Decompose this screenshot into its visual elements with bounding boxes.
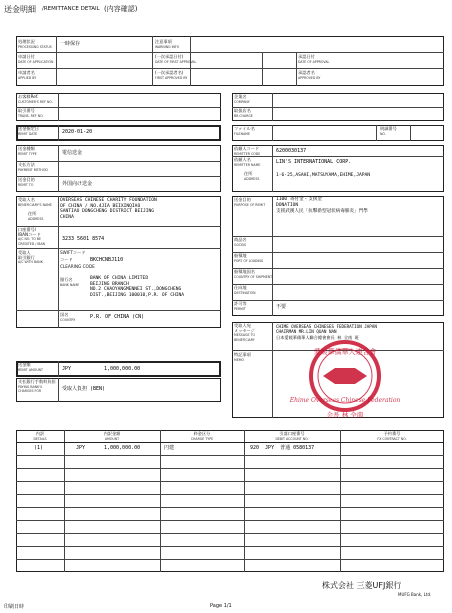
first-approved-by-label: (一次承認者名) FIRST APPROVED BY bbox=[155, 70, 188, 80]
remitter-name-value: LIN'S INTERNATIONAL CORP. bbox=[276, 159, 352, 165]
purpose-label: 送金目的 PURPOSE OF REMIT bbox=[234, 197, 266, 207]
remit-date-block bbox=[16, 125, 221, 141]
row-number: (1) bbox=[34, 445, 44, 451]
table-header-amount: 内訳金額 AMOUNT bbox=[103, 431, 121, 441]
bank-name-en: MUFG Bank, Ltd. bbox=[398, 592, 432, 597]
page-title: 送金明細 bbox=[4, 5, 36, 14]
table-header-fx-contract: 予約番号 FX CONTRACT NO. bbox=[377, 431, 407, 441]
remit-currency: JPY bbox=[62, 366, 72, 372]
branch-label: 取扱店名 BR.CHARGE bbox=[234, 108, 253, 118]
code-label: コード bbox=[60, 257, 73, 262]
top-info-block bbox=[16, 36, 444, 86]
permit-value: 不要 bbox=[276, 304, 287, 310]
remitter-address-value: 1-6-25,ASAHI,MATSUYAMA,EHIME,JAPAN bbox=[276, 173, 371, 178]
table-header-charge-type: 料金区分 CHARGE TYPE bbox=[190, 431, 214, 441]
bank-name-value: BANK OF CHINA LIMITED BEIJING BRANCH NO.2 CHAOYANGMENNEI ST.,DONGCHENG DIST.,BEIJING 100010,P.R. OF CHINA bbox=[90, 276, 185, 298]
table-header-debit-account: 引落口座番号 DEBIT ACCOUNT NO. bbox=[275, 431, 309, 441]
beneficiary-bank-label: 受取人 取引銀行 A/C WITH BANK bbox=[18, 250, 43, 265]
first-approval-date-label: (一次承認日付) DATE OF FIRST APPROVAL bbox=[155, 54, 197, 64]
warning-label: 注意事項 WARNING INFO bbox=[155, 39, 180, 49]
remitter-code-value: 6200030137 bbox=[276, 148, 307, 154]
approved-by-label: 承認者名 APPROVED BY bbox=[298, 70, 321, 80]
message-value: CHIME OVERSEAS CHINESES FEDERATION JAPAN CHAIRMAN MR.LIN QUAN NAN 日本愛媛華僑華人聯合總會會長 林 全南 班 bbox=[276, 324, 377, 340]
ship-country-label: 船積地国名 COUNTRY OF SHIPMENT bbox=[234, 269, 273, 279]
beneficiary-address-label: 住所 ADDRESS bbox=[28, 211, 44, 221]
approval-date-label: 承認日付 DATE OF APPROVAL bbox=[298, 54, 330, 64]
row-currency: JPY bbox=[76, 445, 86, 451]
destination-label: 仕向地 DESTINATION bbox=[234, 285, 256, 295]
message-label: 受取人宛 メッセージ MESSAGE TO BENEFICIARY bbox=[234, 323, 255, 342]
country-value: P.R. OF CHINA (CN) bbox=[90, 314, 145, 320]
beneficiary-name-value: OVERSEAS CHINESE CHARITY FOUNDATION OF CHINA / NO.4JIA BEIXINQIAO SANTIAO DONGCHENG DISTRICT BEIJING CHINA bbox=[60, 198, 157, 220]
beneficiary-name-label: 受取人名 BENEFICIARY'S NAME bbox=[18, 197, 52, 207]
swift-value: BKCHCNBJ110 bbox=[90, 257, 124, 263]
serial-label: 明細番号 NO. bbox=[380, 126, 397, 136]
remit-to-label: 送金目的 REMIT TO bbox=[18, 177, 35, 187]
applied-by-label: 申請者名 APPLIED BY bbox=[18, 70, 37, 80]
bank-name-footer: 株式会社 三菱UFJ銀行 bbox=[322, 581, 402, 590]
apply-date-label: 申請日付 DATE OF APPLICATION bbox=[18, 54, 54, 64]
seal-bottom-text: Ehime Overseas Chinese Federation bbox=[289, 397, 401, 404]
remitter-name-label: 依頼人名 REMITTER NAME bbox=[234, 157, 261, 167]
confirm-label: (内容確認) bbox=[104, 5, 138, 13]
row-charge-type: 円建 bbox=[164, 445, 175, 451]
remit-amount-label: 送金額 REMIT AMOUNT bbox=[18, 362, 43, 372]
row-amount: 1,000,000.00 bbox=[104, 445, 141, 451]
remitter-address-label: 住所 ADDRESS bbox=[244, 171, 260, 181]
remit-amount-value: 1,000,000.00 bbox=[104, 366, 141, 372]
payment-method-label: 支払方法 PAYMENT METHOD bbox=[18, 162, 48, 172]
print-date-label: 印刷日時 bbox=[4, 604, 25, 610]
permit-label: 許可等 PERMIT bbox=[234, 301, 247, 311]
iban-value: 3233 5601 8574 bbox=[62, 236, 105, 242]
seal-stamp bbox=[270, 340, 420, 420]
trans-ref-label: 取引番号 TRANS. REF NO. bbox=[18, 108, 44, 118]
charges-label: 支払銀行手数料負担 PAYING BANK'S CHARGES FOR bbox=[18, 379, 56, 394]
country-label: 国名 COUNTRY bbox=[60, 312, 76, 322]
loading-port-label: 船積地 PORT OF LOADING bbox=[234, 253, 264, 263]
bank-name-label: 銀行名 BANK NAME bbox=[60, 277, 80, 287]
clearing-label: CLEARING CODE bbox=[60, 264, 95, 269]
seal-signature: 会長 林 全南 bbox=[326, 411, 364, 419]
page-subtitle: /REMITTANCE DETAIL bbox=[42, 6, 100, 12]
page-number: Page 1/1 bbox=[210, 603, 232, 609]
processing-status-value: 一時保存 bbox=[60, 41, 81, 47]
iban-label: 口座番号/ IBANコード A/C NO. TO BE CREDITED / IBAN bbox=[18, 227, 46, 246]
customer-ref-label: お客様Ref. CUSTOMER'S REF NO. bbox=[18, 94, 53, 104]
goods-label: 商品名 GOODS bbox=[234, 237, 247, 247]
purpose-value: 1100 寄付金・支援金 DONATION 支援武漢人民「抗擊新型冠状病毒肺炎」門學 bbox=[276, 197, 368, 214]
charges-value: 受取人負担 (BEN) bbox=[62, 386, 106, 392]
swift-label: SWIFTコード bbox=[60, 250, 86, 255]
processing-status-label: 処理状況 PROCESSING STATUS bbox=[18, 39, 52, 49]
remit-type-value: 電信送金 bbox=[62, 150, 83, 156]
remarks-label: 特記事項 MEMO bbox=[234, 352, 251, 362]
remitter-code-label: 依頼人コード REMITTER CODE bbox=[234, 146, 261, 156]
remitter-block bbox=[232, 145, 444, 192]
row-debit-account: 920 JPY 普通 0580137 bbox=[250, 445, 315, 451]
filename-label: ファイル名 FILENAME bbox=[234, 126, 255, 136]
remit-to-value: 外国向け送金 bbox=[62, 181, 93, 187]
seal-top-text: 愛媛華僑華人連合會 bbox=[313, 348, 377, 356]
details-table bbox=[16, 430, 444, 572]
table-header-details: 内訳 DETAILS bbox=[33, 431, 47, 441]
remit-date-value: 2020-01-20 bbox=[62, 129, 93, 135]
remit-type-label: 送金種類 REMIT TYPE bbox=[18, 146, 37, 156]
company-label: 企業名 COMPANY bbox=[234, 94, 250, 104]
filename-block bbox=[232, 125, 444, 141]
remit-date-label: 送金指定日 REMIT DATE bbox=[18, 126, 39, 136]
